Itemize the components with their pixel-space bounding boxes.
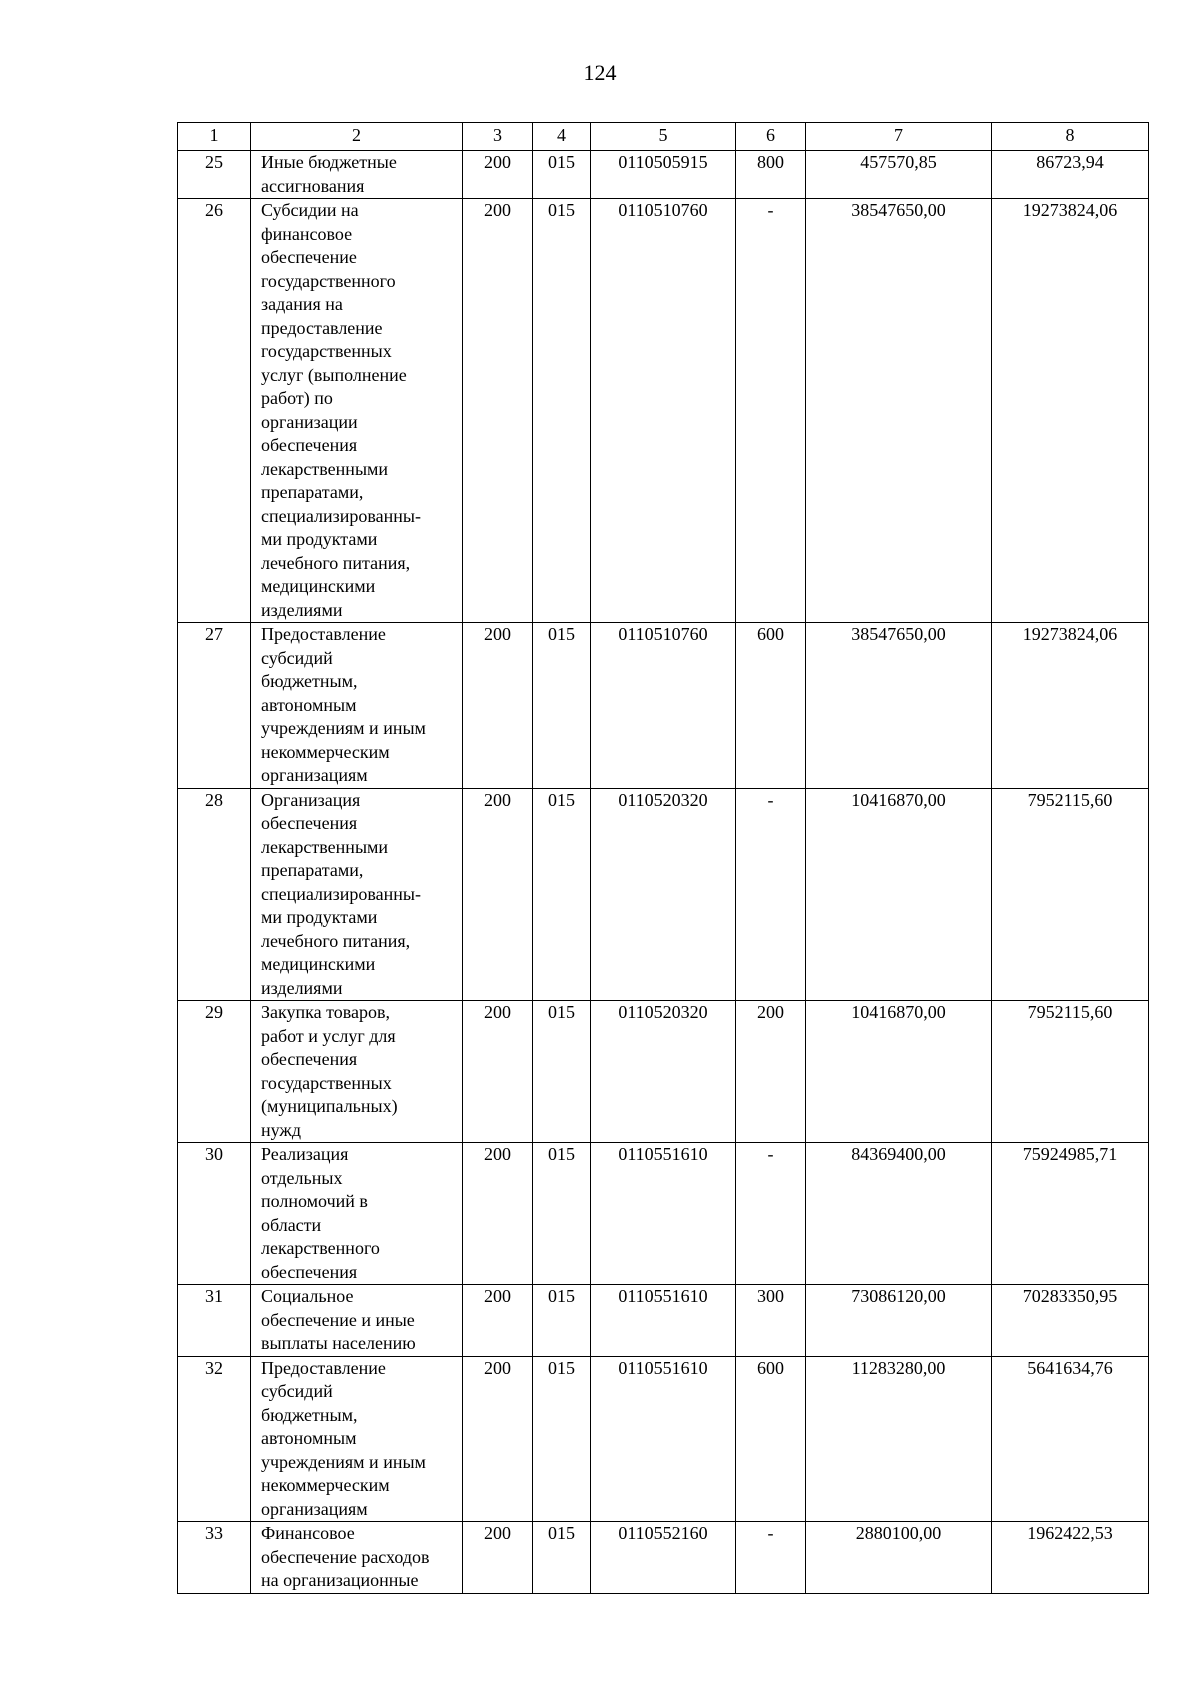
amount-executed-cell: 1962422,53: [992, 1522, 1149, 1594]
item-name-cell: Иные бюджетные ассигнования: [251, 151, 463, 199]
item-name-cell: Финансовое обеспечение расходов на организационные: [251, 1522, 463, 1594]
table-row: [178, 1356, 1149, 1522]
amount-planned-cell: 73086120,00: [806, 1285, 992, 1357]
row-number-cell: 30: [178, 1143, 251, 1285]
item-name-cell: Организация обеспечения лекарственными препаратами, специализированны- ми продуктами лечебного питания, медицинскими изделиями: [251, 788, 463, 1001]
table-row: [178, 151, 1149, 199]
row-number-cell: 29: [178, 1001, 251, 1143]
code-cell: 200: [463, 1356, 533, 1522]
row-number-cell: 25: [178, 151, 251, 199]
expense-type-cell: 600: [736, 1356, 806, 1522]
column-header: 5: [591, 123, 736, 151]
row-number-cell: 26: [178, 199, 251, 623]
column-header: 3: [463, 123, 533, 151]
table-row: [178, 623, 1149, 789]
amount-executed-cell: 86723,94: [992, 151, 1149, 199]
row-number-cell: 33: [178, 1522, 251, 1594]
item-name-cell: Субсидии на финансовое обеспечение государственного задания на предоставление государственных услуг (выполнение работ) по организации обеспечения лекарственными препаратами, специализированны- ми продуктами лечебного питания, медицинскими изделиями: [251, 199, 463, 623]
column-header: 6: [736, 123, 806, 151]
item-name-cell: Социальное обеспечение и иные выплаты населению: [251, 1285, 463, 1357]
amount-planned-cell: 2880100,00: [806, 1522, 992, 1594]
row-number-cell: 31: [178, 1285, 251, 1357]
amount-executed-cell: 75924985,71: [992, 1143, 1149, 1285]
expense-type-cell: -: [736, 788, 806, 1001]
code-cell: 015: [533, 1143, 591, 1285]
expense-type-cell: 200: [736, 1001, 806, 1143]
table-row: [178, 788, 1149, 1001]
expense-type-cell: -: [736, 199, 806, 623]
code-cell: 200: [463, 199, 533, 623]
amount-executed-cell: 19273824,06: [992, 623, 1149, 789]
amount-planned-cell: 10416870,00: [806, 1001, 992, 1143]
code-cell: 200: [463, 151, 533, 199]
target-article-cell: 0110505915: [591, 151, 736, 199]
code-cell: 200: [463, 788, 533, 1001]
code-cell: 015: [533, 1356, 591, 1522]
amount-planned-cell: 11283280,00: [806, 1356, 992, 1522]
column-header: 7: [806, 123, 992, 151]
target-article-cell: 0110551610: [591, 1143, 736, 1285]
expense-type-cell: 800: [736, 151, 806, 199]
column-header: 1: [178, 123, 251, 151]
item-name-cell: Закупка товаров, работ и услуг для обеспечения государственных (муниципальных) нужд: [251, 1001, 463, 1143]
code-cell: 015: [533, 199, 591, 623]
item-name-cell: Реализация отдельных полномочий в области лекарственного обеспечения: [251, 1143, 463, 1285]
code-cell: 200: [463, 1285, 533, 1357]
amount-executed-cell: 70283350,95: [992, 1285, 1149, 1357]
amount-executed-cell: 19273824,06: [992, 199, 1149, 623]
expense-type-cell: 600: [736, 623, 806, 789]
page-number: 124: [583, 60, 617, 85]
code-cell: 015: [533, 1285, 591, 1357]
table-row: [178, 1522, 1149, 1594]
item-name-cell: Предоставление субсидий бюджетным, автономным учреждениям и иным некоммерческим организациям: [251, 1356, 463, 1522]
expense-type-cell: -: [736, 1522, 806, 1594]
target-article-cell: 0110520320: [591, 1001, 736, 1143]
target-article-cell: 0110551610: [591, 1285, 736, 1357]
amount-planned-cell: 84369400,00: [806, 1143, 992, 1285]
budget-table: [177, 122, 1149, 1594]
amount-executed-cell: 7952115,60: [992, 788, 1149, 1001]
column-header: 2: [251, 123, 463, 151]
target-article-cell: 0110520320: [591, 788, 736, 1001]
target-article-cell: 0110510760: [591, 623, 736, 789]
table-row: [178, 1001, 1149, 1143]
table-row: [178, 1143, 1149, 1285]
code-cell: 015: [533, 788, 591, 1001]
table-row: [178, 199, 1149, 623]
code-cell: 200: [463, 1522, 533, 1594]
code-cell: 015: [533, 1001, 591, 1143]
target-article-cell: 0110552160: [591, 1522, 736, 1594]
amount-executed-cell: 7952115,60: [992, 1001, 1149, 1143]
code-cell: 200: [463, 1001, 533, 1143]
table-header-row: [178, 123, 1149, 151]
code-cell: 200: [463, 1143, 533, 1285]
column-header: 4: [533, 123, 591, 151]
amount-planned-cell: 457570,85: [806, 151, 992, 199]
column-header: 8: [992, 123, 1149, 151]
item-name-cell: Предоставление субсидий бюджетным, автономным учреждениям и иным некоммерческим организациям: [251, 623, 463, 789]
row-number-cell: 27: [178, 623, 251, 789]
expense-type-cell: 300: [736, 1285, 806, 1357]
code-cell: 015: [533, 623, 591, 789]
code-cell: 200: [463, 623, 533, 789]
expense-type-cell: -: [736, 1143, 806, 1285]
row-number-cell: 28: [178, 788, 251, 1001]
target-article-cell: 0110510760: [591, 199, 736, 623]
amount-planned-cell: 10416870,00: [806, 788, 992, 1001]
amount-executed-cell: 5641634,76: [992, 1356, 1149, 1522]
target-article-cell: 0110551610: [591, 1356, 736, 1522]
code-cell: 015: [533, 151, 591, 199]
row-number-cell: 32: [178, 1356, 251, 1522]
amount-planned-cell: 38547650,00: [806, 623, 992, 789]
amount-planned-cell: 38547650,00: [806, 199, 992, 623]
code-cell: 015: [533, 1522, 591, 1594]
table-row: [178, 1285, 1149, 1357]
